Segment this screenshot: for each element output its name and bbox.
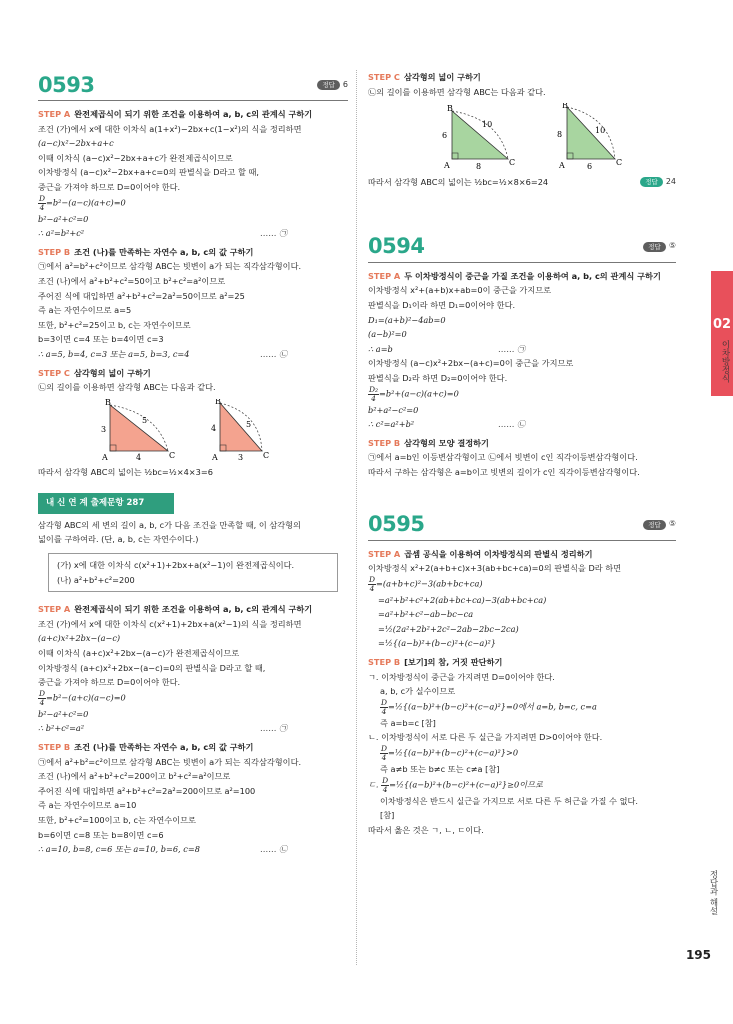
vertex-c: C <box>509 158 516 168</box>
text-line: 삼각형 ABC의 세 변의 길이 a, b, c가 다음 조건을 만족할 때, 이 삼각형의 <box>38 519 301 530</box>
text-line: 이차방정식 (a−c)x²+2bx−(a+c)=0이 중근을 가지므로 <box>368 358 574 369</box>
equation: b²−a²+c²=0 <box>38 213 89 224</box>
text-line: 조건 (나)에서 a²+b²+c²=200이고 b²+c²=a²이므로 <box>38 771 231 782</box>
text-line: ㉠에서 a=b인 이등변삼각형이고 ㉡에서 빗변이 c인 직각이등변삼각형이다. <box>368 452 638 463</box>
text-line: 또한, b²+c²=25이고 b, c는 자연수이므로 <box>38 319 191 330</box>
text-line: [참] <box>380 810 395 821</box>
text-line: 조건 (가)에서 x에 대한 이차식 a(1+x²)−2bx+c(1−x²)의 식을 정리하면 <box>38 123 302 134</box>
vertex-a: A <box>444 161 450 171</box>
step-a-heading: STEP A 곱셈 공식을 이용하여 이차방정식의 판별식 정리하기 <box>368 548 593 559</box>
text-line: 판별식을 D₂라 하면 D₂=0이어야 한다. <box>368 372 508 383</box>
problem-number: 0595 <box>368 512 425 537</box>
text-line: 따라서 삼각형 ABC의 넓이는 ½bc=½×4×3=6 <box>38 466 213 477</box>
step-b-heading: STEP B [보기]의 참, 거짓 판단하기 <box>368 657 503 668</box>
side-length: 3 <box>101 424 107 434</box>
step-b-heading: STEP B 조건 (나)를 만족하는 자연수 a, b, c의 값 구하기 <box>38 742 254 752</box>
answer-label: 정답 <box>317 80 340 90</box>
text-line: 이차방정식은 반드시 실근을 가지므로 서로 다른 두 허근을 가질 수 없다. <box>380 795 638 806</box>
vertex-c: C <box>263 450 270 460</box>
answer-value: ⑤ <box>668 519 676 529</box>
text-line: 중근을 가져야 하므로 D=0이어야 한다. <box>38 181 181 192</box>
side-length: 5 <box>142 415 148 425</box>
text-line: 즉 a는 자연수이므로 a=5 <box>38 305 132 316</box>
answer-label: 정답 <box>643 520 666 530</box>
answer-box <box>643 517 676 532</box>
vertex-b: B <box>215 398 221 406</box>
step-b-heading: STEP B 조건 (나)를 만족하는 자연수 a, b, c의 값 구하기 <box>38 246 254 257</box>
equation: ∴ a=5, b=4, c=3 또는 a=5, b=3, c=4 …… ㉡ <box>38 348 288 359</box>
step-b-heading: STEP B 삼각형의 모양 결정하기 <box>368 437 489 448</box>
triangle-diagram-2 <box>208 399 278 461</box>
side-length: 8 <box>557 130 563 140</box>
triangle-figures <box>98 399 348 461</box>
answer-value: ⑤ <box>668 241 676 251</box>
text-line: 조건 (가)에서 x에 대한 이차식 c(x²+1)+2bx+a(x²−1)의 식을 정리하면 <box>38 618 302 629</box>
text-line: ㄴ. 이차방정식이 서로 다른 두 실근을 가지려면 D>0이어야 한다. <box>368 732 603 743</box>
text-line: 이차방정식 x²+(a+b)x+ab=0이 중근을 가지므로 <box>368 285 552 296</box>
equation: $\frac{D}{4}$ =½{(a−b)²+(b−c)²+(c−a)²}>0 <box>381 744 519 763</box>
text-line: ㉠에서 a²=b²+c²이므로 삼각형 ABC는 빗변이 a가 되는 직각삼각형이다. <box>38 261 302 272</box>
equation: ㄷ. $\frac{D}{4}$ =½{(a−b)²+(b−c)²+(c−a)²}≥0이므로 <box>368 775 543 794</box>
problem-0595-header <box>368 510 676 541</box>
text-line: 따라서 구하는 삼각형은 a=b이고 빗변의 길이가 c인 직각이등변삼각형이다. <box>368 466 640 477</box>
side-length: 5 <box>246 419 252 429</box>
equation: =½(2a²+2b²+2c²−2ab−2bc−2ca) <box>378 623 519 634</box>
equation: ∴ a=10, b=8, c=6 또는 a=10, b=6, c=8 …… ㉡ <box>38 844 288 855</box>
text-line: (a+c)x²+2bx−(a−c) <box>38 633 121 644</box>
problem-number: 0593 <box>38 72 95 97</box>
side-length: 8 <box>476 162 482 172</box>
equation: ∴ a²=b²+c² …… ㉠ <box>38 228 288 239</box>
text-line: 이차방정식 x²+2(a+b+c)x+3(ab+bc+ca)=0의 판별식을 D라 하면 <box>368 563 622 574</box>
text-line: b=6이면 c=8 또는 b=8이면 c=6 <box>38 829 164 840</box>
answer-box <box>317 78 348 93</box>
text-line: 주어진 식에 대입하면 a²+b²+c²=2a²=50이므로 a²=25 <box>38 290 245 301</box>
vertex-a: A <box>102 452 108 461</box>
vertex-b: B <box>447 104 453 114</box>
text-line: b=3이면 c=4 또는 b=4이면 c=3 <box>38 334 164 345</box>
text-line: ㄱ. 이차방정식이 중근을 가지려면 D=0이어야 한다. <box>368 671 555 682</box>
text-line: 즉 a≠b 또는 b≠c 또는 c≠a [참] <box>380 764 500 775</box>
answer-label: 정답 <box>640 177 663 187</box>
side-length: 10 <box>595 126 606 136</box>
equation: =½{(a−b)²+(b−c)²+(c−a)²} <box>378 638 496 649</box>
equation: ∴ a=b …… ㉠ <box>368 343 526 354</box>
side-length: 4 <box>136 452 142 461</box>
text-line: ㉡의 길이를 이용하면 삼각형 ABC는 다음과 같다. <box>368 86 546 97</box>
text-line: 이때 이차식 (a+c)x²+2bx−(a−c)가 완전제곱식이므로 <box>38 648 240 659</box>
text-line: 이때 이차식 (a−c)x²−2bx+a+c가 완전제곱식이므로 <box>38 152 233 163</box>
section-label: 정답과 해설 <box>708 870 718 916</box>
condition-box: (가) x에 대한 이차식 c(x²+1)+2bx+a(x²−1)이 완전제곱식이다. (나) a²+b²+c²=200 <box>48 553 338 592</box>
problem-0594-header <box>368 232 676 263</box>
vertex-a: A <box>212 452 218 461</box>
equation: ∴ b²+c²=a² …… ㉠ <box>38 723 288 734</box>
text-line: ㉡의 길이를 이용하면 삼각형 ABC는 다음과 같다. <box>38 382 216 393</box>
answer-box <box>643 239 676 254</box>
side-length: 4 <box>211 423 217 433</box>
side-length: 3 <box>238 452 244 461</box>
triangle-diagram-1 <box>98 399 188 461</box>
step-a-heading: STEP A 완전제곱식이 되기 위한 조건을 이용하여 a, b, c의 관계식 구하기 <box>38 604 313 615</box>
text-line: 따라서 삼각형 ABC의 넓이는 ½bc=½×8×6=24 정답 24 <box>368 175 676 190</box>
text-line: 조건 (나)에서 a²+b²+c²=50이고 b²+c²=a²이므로 <box>38 275 226 286</box>
equation: b²+a²−c²=0 <box>368 404 419 415</box>
text-line: 주어진 식에 대입하면 a²+b²+c²=2a²=200이므로 a²=100 <box>38 785 256 796</box>
equation: b²−a²+c²=0 <box>38 708 89 719</box>
text-line: 판별식을 D₁이라 하면 D₁=0이어야 한다. <box>368 299 516 310</box>
text-line: 따라서 옳은 것은 ㄱ, ㄴ, ㄷ이다. <box>368 824 484 835</box>
triangle-diagram-1 <box>438 103 533 171</box>
equation: $\frac{D}{4}$ =b²−(a+c)(a−c)=0 <box>39 688 126 707</box>
left-column <box>38 70 348 857</box>
answer-value: 24 <box>665 177 676 187</box>
equation: =a²+b²+c²+2(ab+bc+ca)−3(ab+bc+ca) <box>378 594 547 605</box>
text-line: 또한, b²+c²=100이고 b, c는 자연수이므로 <box>38 814 196 825</box>
text-line: 넓이를 구하여라. (단, a, b, c는 자연수이다.) <box>38 534 199 545</box>
vertex-b: B <box>562 103 568 111</box>
equation: (a−b)²=0 <box>368 329 407 340</box>
triangle-diagram-2 <box>553 103 633 171</box>
equation: $\frac{D}{4}$ =½{(a−b)²+(b−c)²+(c−a)²}=0에서 a=b, b=c, c=a <box>381 697 597 716</box>
step-a-heading: STEP A 완전제곱식이 되기 위한 조건을 이용하여 a, b, c의 관계식 구하기 <box>38 109 313 119</box>
problem-number: 0594 <box>368 234 425 259</box>
problem-0593-header <box>38 70 348 101</box>
side-length: 6 <box>442 131 448 141</box>
right-column <box>368 70 676 837</box>
answer-value: 6 <box>342 79 348 89</box>
step-a-heading: STEP A 두 이차방정식이 중근을 가질 조건을 이용하여 a, b, c의 관계식 구하기 <box>368 270 661 281</box>
equation: ∴ c²=a²+b² …… ㉡ <box>368 419 526 430</box>
equation: D₁=(a+b)²−4ab=0 <box>368 314 446 325</box>
vertex-c: C <box>616 158 623 168</box>
text-line: ㉠에서 a²+b²=c²이므로 삼각형 ABC는 빗변이 a가 되는 직각삼각형이다. <box>38 756 302 767</box>
text-line: a, b, c가 실수이므로 <box>380 686 456 697</box>
chapter-number: 02 <box>712 317 732 332</box>
text-line: (a−c)x²−2bx+a+c <box>38 138 114 149</box>
linked-problem-banner: 내 신 연 계 출제문항 287 <box>38 493 174 514</box>
chapter-title: 이차방정식 <box>720 340 730 383</box>
equation: $\frac{D}{4}$ =b²−(a−c)(a+c)=0 <box>39 193 126 212</box>
step-c-heading: STEP C 삼각형의 넓이 구하기 <box>38 367 151 378</box>
equation: =a²+b²+c²−ab−bc−ca <box>378 609 474 620</box>
equation: $\frac{\text{D₂}}{4}$ =b²+(a−c)(a+c)=0 <box>369 384 459 403</box>
equation: $\frac{D}{4}$ =(a+b+c)²−3(ab+bc+ca) <box>369 574 483 593</box>
text-line: 이차방정식 (a+c)x²+2bx−(a−c)=0의 판별식을 D라고 할 때, <box>38 662 266 673</box>
page-number: 195 <box>685 948 711 962</box>
vertex-a: A <box>559 161 565 171</box>
answer-label: 정답 <box>643 242 666 252</box>
column-divider <box>356 70 357 965</box>
text-line: 즉 a=b=c [참] <box>380 717 436 728</box>
vertex-b: B <box>105 398 111 407</box>
side-length: 6 <box>587 162 593 172</box>
vertex-c: C <box>169 450 176 460</box>
text-line: 즉 a는 자연수이므로 a=10 <box>38 800 137 811</box>
side-length: 10 <box>482 120 493 130</box>
text-line: 이차방정식 (a−c)x²−2bx+a+c=0의 판별식을 D라고 할 때, <box>38 167 259 178</box>
step-c-heading: STEP C 삼각형의 넓이 구하기 <box>368 72 481 82</box>
triangle-figures <box>438 103 676 171</box>
text-line: 중근을 가져야 하므로 D=0이어야 한다. <box>38 677 181 688</box>
